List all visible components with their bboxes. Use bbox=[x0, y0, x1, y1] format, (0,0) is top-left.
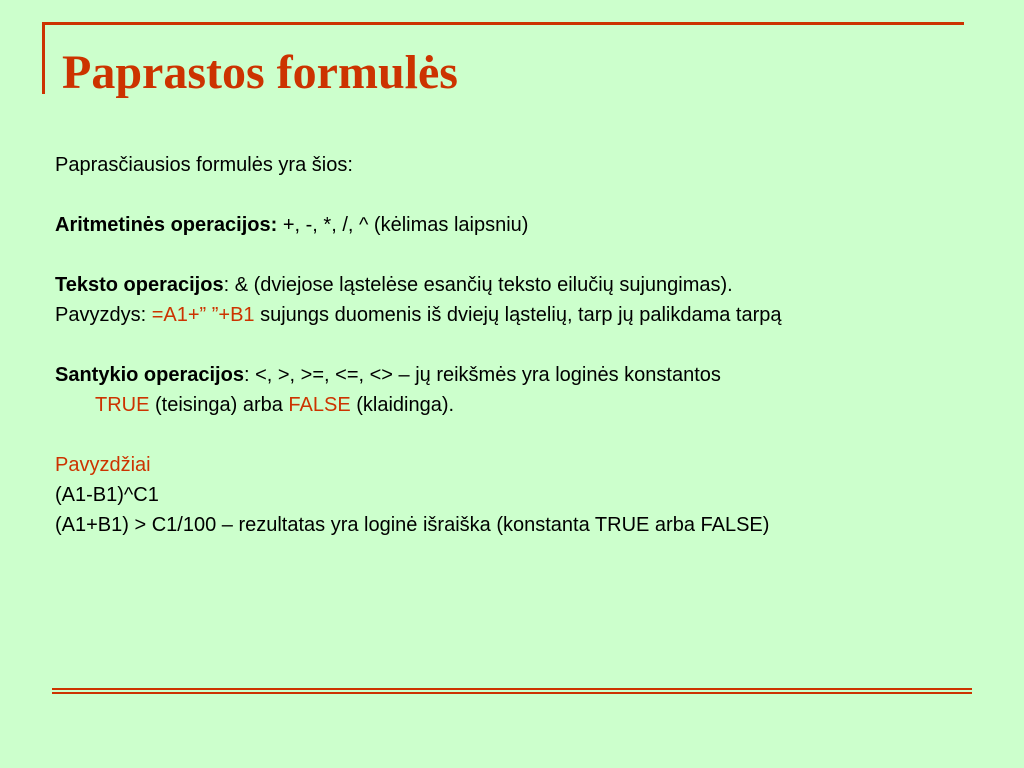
spacer bbox=[55, 330, 1005, 360]
relational-continuation-line bbox=[55, 390, 1005, 420]
arithmetic-line bbox=[55, 210, 1005, 240]
relational-end: (klaidinga). bbox=[350, 394, 455, 416]
title-frame-left-rule bbox=[42, 22, 45, 94]
relational-middle: (teisinga) arba bbox=[149, 394, 289, 416]
slide-title: Paprastos formulės bbox=[62, 46, 458, 99]
arithmetic-label: Aritmetinės operacijos: bbox=[55, 214, 278, 236]
arithmetic-text: +, -, *, /, ^ (kėlimas laipsniu) bbox=[277, 214, 529, 236]
example-formula: =A1+” ”+B1 bbox=[151, 304, 255, 326]
relational-text: : <, >, >=, <=, <> – jų reikšmės yra loginės konstantos bbox=[243, 364, 721, 386]
text-ops-text: : & (dviejose ląstelėse esančių teksto eilučių sujungimas). bbox=[223, 274, 733, 296]
examples-heading: Pavyzdžiai bbox=[55, 454, 151, 476]
true-word: TRUE bbox=[95, 394, 150, 416]
spacer bbox=[55, 420, 1005, 450]
text-ops-label: Teksto operacijos bbox=[55, 274, 224, 296]
spacer bbox=[55, 180, 1005, 210]
title-frame-top-rule bbox=[42, 22, 964, 25]
slide-body bbox=[55, 150, 1005, 540]
footer-rule-top bbox=[52, 688, 972, 690]
relational-label: Santykio operacijos bbox=[55, 364, 244, 386]
example-line-2: (A1+B1) > C1/100 – rezultatas yra loginė išraiška (konstanta TRUE arba FALSE) bbox=[55, 514, 770, 536]
relational-line bbox=[55, 360, 1005, 390]
example-prefix: Pavyzdys: bbox=[55, 304, 152, 326]
text-ops-example-line bbox=[55, 300, 1005, 330]
example-line-1: (A1-B1)^C1 bbox=[55, 484, 159, 506]
intro-line: Paprasčiausios formulės yra šios: bbox=[55, 154, 353, 176]
text-ops-line bbox=[55, 270, 1005, 300]
false-word: FALSE bbox=[288, 394, 351, 416]
footer-rule-bottom bbox=[52, 692, 972, 694]
spacer bbox=[55, 240, 1005, 270]
example-suffix: sujungs duomenis iš dviejų ląstelių, tarp jų palikdama tarpą bbox=[254, 304, 782, 326]
